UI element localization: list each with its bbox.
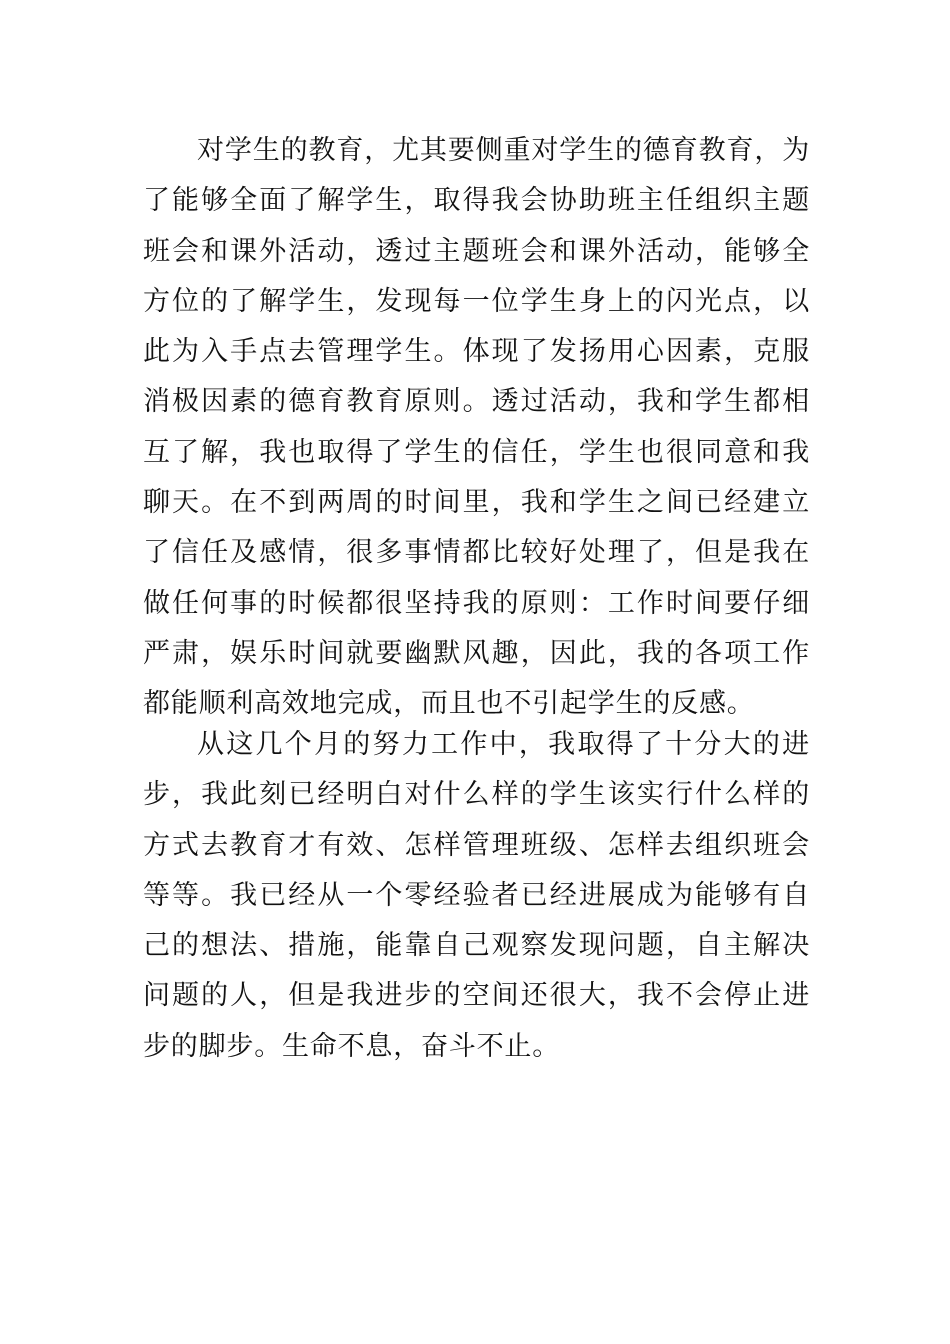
paragraph-2: 从这几个月的努力工作中，我取得了十分大的进步，我此刻已经明白对什么样的学生该实行什么样的方式去教育才有效、怎样管理班级、怎样去组织班会等等。我已经从一个零经验者已经进展成为能够有自己的想法、措施，能靠自己观察发现问题，自主解决问题的人，但是我进步的空间还很大，我不会停止进步的脚步。生命不息，奋斗不止。 — [143, 729, 810, 1062]
paragraph-1: 对学生的教育，尤其要侧重对学生的德育教育，为了能够全面了解学生，取得我会协助班主任组织主题班会和课外活动，透过主题班会和课外活动，能够全方位的了解学生，发现每一位学生身上的闪光点，以此为入手点去管理学生。体现了发扬用心因素，克服消极因素的德育教育原则。透过活动，我和学生都相互了解，我也取得了学生的信任，学生也很同意和我聊天。在不到两周的时间里，我和学生之间已经建立了信任及感情，很多事情都比较好处理了，但是我在做任何事的时候都很坚持我的原则：工作时间要仔细严肃，娱乐时间就要幽默风趣，因此，我的各项工作都能顺利高效地完成，而且也不引起学生的反感。 — [143, 135, 810, 720]
